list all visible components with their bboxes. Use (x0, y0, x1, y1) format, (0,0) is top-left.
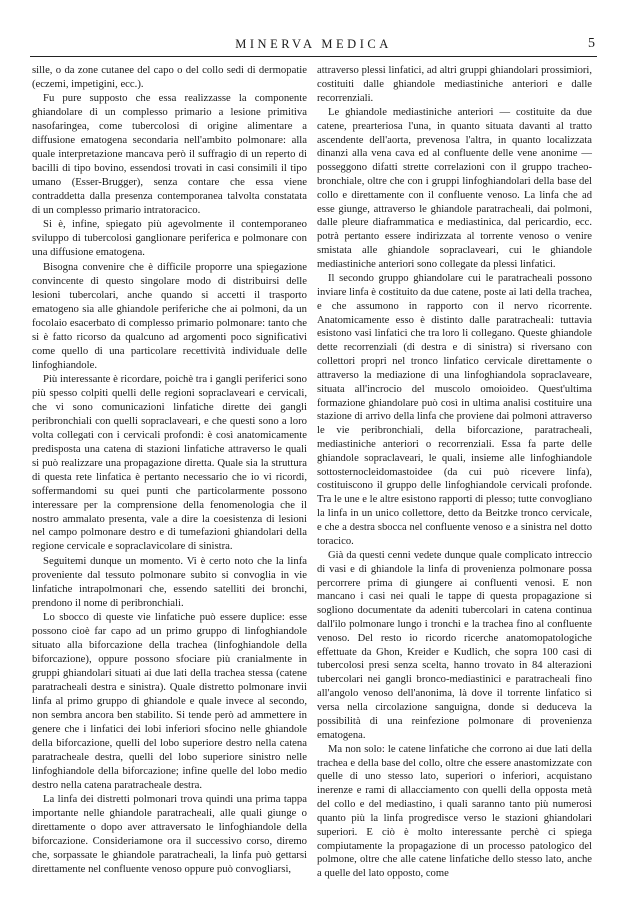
paragraph: Lo sbocco di queste vie linfatiche può essere duplice: esse possono cioè far capo ad un primo gruppo di linfoghiandole situato alla biforcazione della trachea (linfoghiandole della biforcazione), oppure possono sfociare più cranialmente in gruppi ghiandolari situati ai due lati della trachea stessa (catene paratracheali destra e sinistra). Quale distretto polmonare invii linfa al primo gruppo di ghiandole e quale invece al secondo, non sembra ancora ben stabilito. Si tende però ad ammettere in genere che i linfatici dei lobi inferiori sfocino nelle ghiandole della biforcazione, quelli del lobo superiore destro nella catena paratracheale destra, quelli del lobo superiore sinistro nelle linfoghiandole della biforcazione; infine quelle del lobo medio destro nella catena paratracheale destra. (32, 611, 307, 791)
paragraph: Si è, infine, spiegato più agevolmente il contemporaneo sviluppo di tubercolosi ganglionare periferica e polmonare con una diffusione ematogena. (32, 218, 307, 259)
page-number: 5 (588, 36, 595, 51)
paragraph: Seguitemi dunque un momento. Vi è certo noto che la linfa proveniente dal tessuto polmonare subito si convoglia in vie linfatiche intrapolmonari che, essendo satelliti dei bronchi, prendono il nome di peribronchiali. (32, 554, 307, 609)
paragraph: Le ghiandole mediastiniche anteriori — costituite da due catene, prearteriosa l'una, in quanto situata davanti al tratto ascendente dell'aorta, prevenosa l'altra, in quanto localizzata dinanzi alla vena cava ed al confluente delle vene anonime — posseggono difatti strette correlazioni con il gruppo tracheo-bronchiale, oltre che con i gruppi linfoghiandolari della base del collo e direttamente con il confluente venoso. La linfa che ad esse giunge, attraverso le ghiandole paratracheali, dai polmoni, dalle pleure diaframmatica e mediastinica, dal pericardio, ecc. potrà pertanto essere indirizzata al torrente venoso o venire smistata alle ghiandole sopraclaveari, cui le ghiandole mediastiniche anteriori sono collegate da plessi linfatici. (317, 106, 592, 270)
journal-title: MINERVA MEDICA (235, 37, 392, 51)
right-column (317, 64, 592, 881)
paragraph: La linfa dei distretti polmonari trova quindi una prima tappa importante nelle ghiandole paratracheali, alle quali giunge o direttamente o dopo aver attraversato le linfoghiandole della biforcazione. Consideriamone ora il successivo corso, diremo che, sorpassate le ghiandole paratracheali, la linfa può gettarsi direttamente nel confluente venoso oppure può convogliarsi, (32, 793, 307, 875)
paragraph: Fu pure supposto che essa realizzasse la componente ghiandolare di un complesso primario a lesione primitiva nasofaringea, come tubercolosi di origine alimentare a diffusione ematogena secondaria nell'ambito polmonare: alla quale interpretazione mancava però il suffragio di un reperto di bacilli di tipo bovino, essendosi trovati in casi consimili il tipo umano (Esser-Brugger), senza contare che essa viene contraddetta dalla presenza contemporanea talvolta constatata di un complesso primario intratoracico. (32, 92, 307, 217)
paragraph: attraverso plessi linfatici, ad altri gruppi ghiandolari prossimiori, costituiti dalle ghiandole mediastiniche anteriori e dalle recorrenziali. (317, 65, 592, 104)
running-header (30, 36, 597, 57)
paragraph: sille, o da zone cutanee del capo o del collo sedi di dermopatie (eczemi, impetigini, ecc.). (32, 64, 307, 90)
paragraph: Il secondo gruppo ghiandolare cui le paratracheali possono inviare linfa è costituito da due catene, poste ai lati della trachea, e che assumono in rapporto con il nervo ricorrente. Anatomicamente esso è distinto dalle paratracheali: tuttavia esistono vasi linfatici che tra loro li collegano. Queste ghiandole dette recorrenziali (di destra e di sinistra) si riversano con collettori propri nel tronco linfatico cervicale direttamente o attraverso la mediazione di una linfoghiandola sopraclaveare, situata all'incrocio del muscolo omoioideo. Quest'ultima formazione ghiandolare può così in ultima analisi costituire una stazione di arrivo della linfa che proviene dai polmoni attraverso le vie peribronchiali, della biforcazione, paratracheali, mediastiniche anteriori o recorrenziali. Essa fa parte delle ghiandole sopraclaveari, le quali, insieme alle linfoghiandole sottosternocleidomastoidee (da cui può ricevere linfa), costituiscono il gruppo delle linfoghiandole cervicali profonde. Tra le une e le altre esistono rapporti di plesso; tutte convogliano la linfa in un unico collettore, detto da Beitzke tronco cervicale, e che a destra sbocca nel confluente venoso e a sinistra nel dotto toracico. (317, 273, 592, 547)
paragraph: Bisogna convenire che è difficile proporre una spiegazione convincente di questo singolare modo di distribuirsi delle lesioni tubercolari, anche quando si accetti il trasporto ematogeno sia alle ghiandole periferiche che ai polmoni, da un focolaio esacerbato di complesso primario polmonare: tanto che si è fatto ricorso da qualcuno ad argomenti poco significativi come quello di una particolare recettività individuale delle linfoghiandole. (32, 260, 307, 371)
paragraph: Più interessante è ricordare, poichè tra i gangli periferici sono più spesso colpiti quelli delle regioni sopraclaveari e cervicali, che vi sono comunicazioni linfatiche dirette dei gangli peribronchiali con quelli sopraclaveari, e che questi sono a loro volta collegati con i cervicali profondi: è così anatomicamente predisposta una catena di stazioni linfatiche attraverso le quali si può realizzare una propagazione diretta. Quale sia la struttura di questa rete linfatica è pertanto necessario che io vi ricordi, soffermandomi su quei punti che particolarmente possono interessare per la comprensione della fenomenologia che il nostro ammalato presenta, vale a dire la coesistenza di lesioni nel campo polmonare destro e di tumefazioni ghiandolari della regione cervicale e sopraclavicolare di sinistra. (32, 372, 307, 553)
paragraph: Ma non solo: le catene linfatiche che corrono ai due lati della trachea e della base del collo, oltre che essere anastomizzate con quelle di uno stesso lato, superiori o inferiori, acquistano inerenze e rami di allacciamento con quelli della opposta metà del collo e del mediastino, i quali saranno tanto più numerosi quanto più la linfa progredisce verso le stazioni ghiandolari superiori. E ciò è molto interessante perchè ci spiega compiutamente la propagazione di un processo patologico del polmone, oltre che alle catene linfatiche dello stesso lato, anche a quelle del lato opposto, come (317, 743, 592, 880)
paragraph: Già da questi cenni vedete dunque quale complicato intreccio di vasi e di ghiandole la linfa di provenienza polmonare possa percorrere prima di giungere ai confluenti venosi. E non mancano i casi nei quali le tappe di questa propagazione si sogliono documentate da adeniti tubercolari in catena continua dall'ilo polmonare lungo i tronchi e la trachea fino al confluente venoso. Del resto io ricordo ricerche anatomopatologiche effettuate da Ghon, Kreider e Kudlich, che sopra 100 casi di tubercolosi presi senza scelta, hanno trovato in 84 alterazioni tubercolari nei gangli bronco-mediastinici e paratracheali fino all'angolo venoso dell'anonima, là dove il torrente linfatico si versa nella circolazione sanguigna, donde si deduceva la possibilità di una reinfezione polmonare di provenienza ematogena. (317, 549, 592, 741)
left-column (32, 64, 307, 877)
